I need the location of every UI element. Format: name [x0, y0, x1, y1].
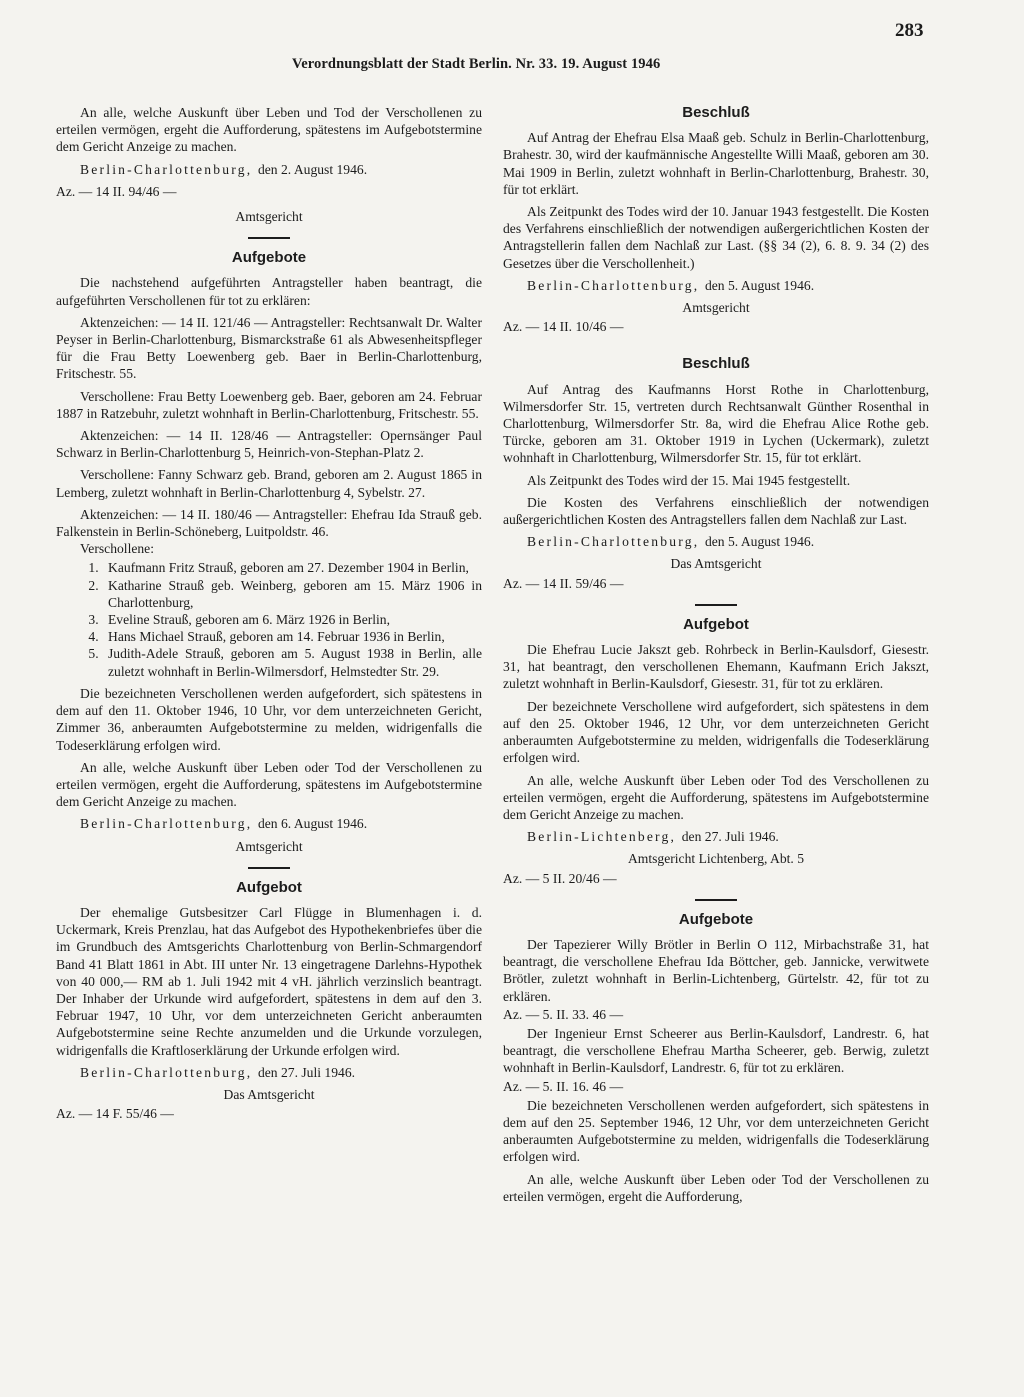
intro-text: Die nachstehend aufgeführten Antragsteller haben beantragt, die aufgeführten Verschollenen für tot zu erklären:	[56, 275, 482, 308]
missing-persons-list	[56, 559, 482, 679]
aufgebote-text: Die bezeichneten Verschollenen werden aufgefordert, sich spätestens in dem auf den 25. September 1946, 12 Uhr, vor dem unterzeichneten Gericht anberaumten Aufgebotstermine zu melden, widrigenfalls die Todeserklärung erfolgen wird.	[503, 1097, 929, 1165]
aufgebot-text: An alle, welche Auskunft über Leben oder Tod des Verschollenen zu erteilen vermögen, ergeht die Aufforderung, spätestens im Aufgebotstermine dem Gericht Anzeige zu machen.	[503, 772, 929, 822]
place-date: Berlin-Charlottenburg, den 27. Juli 1946.	[80, 1064, 356, 1080]
place-date: Berlin-Charlottenburg, den 5. August 1946.	[527, 277, 815, 293]
aufgebote-text: An alle, welche Auskunft über Leben oder Tod der Verschollenen zu erteilen vermögen, ergeht die Aufforderung,	[503, 1171, 929, 1204]
section-title: Aufgebote	[231, 249, 307, 267]
case-aktenzeichen: Aktenzeichen: — 14 II. 121/46 — Antragsteller: Rechtsanwalt Dr. Walter Peyser in Berlin-Charlottenburg, Bismarckstraße 61 als Abwesenheitspfleger für die Frau Betty Loewenberg geb. Baer in Berlin-Charlottenburg, Fritschestr. 55.	[56, 314, 482, 382]
page-number: 283	[895, 20, 924, 41]
aktenzeichen: Az. — 14 F. 55/46 —	[56, 1106, 174, 1122]
aktenzeichen: Az. — 14 II. 10/46 —	[503, 319, 624, 335]
beschluss-text: Auf Antrag des Kaufmanns Horst Rothe in Charlottenburg, Wilmersdorfer Str. 15, vertreten durch Rechtsanwalt Günther Rosenthal in Charlottenburg, Wilmersdorfer Str. 8a, wird die Ehefrau Alice Rothe geb. Türcke, geboren am 31. Oktober 1919 in Lychen (Uckermark), zuletzt wohnhaft in Charlottenburg, Wilmersdorfer Str. 15, für tot erklärt.	[503, 381, 929, 466]
section-title: Aufgebot	[683, 615, 749, 633]
beschluss-text: Als Zeitpunkt des Todes wird der 15. Mai 1945 festgestellt.	[527, 472, 851, 488]
beschluss-text: Als Zeitpunkt des Todes wird der 10. Januar 1943 festgestellt. Die Kosten des Verfahrens einschließlich der notwendigen außergerichtlichen Kosten der Antragstellerin fallen dem Nachlaß zur Last. (§§ 34 (2), 6. 8. 9. 34 (2) des Gesetzes über die Verschollenheit.)	[503, 204, 929, 271]
aktenzeichen: Az. — 14 II. 59/46 —	[503, 575, 624, 591]
aufgebot-text: Die Ehefrau Lucie Jakszt geb. Rohrbeck in Berlin-Kaulsdorf, Giesestr. 31, hat beantragt, den verschollenen Ehemann, Kaufmann Erich Jakszt, zuletzt wohnhaft in Berlin-Kaulsdorf, Giesestr. 31, für tot zu erklären.	[503, 642, 929, 692]
beschluss-text: Auf Antrag der Ehefrau Elsa Maaß geb. Schulz in Berlin-Charlottenburg, Brahestr. 30, wird der kaufmännische Angestellte Willi Maaß, geboren am 30. Mai 1909 in Berlin, zuletzt wohnhaft in Berlin-Charlottenburg, Brahestr. 30, für tot erklärt.	[503, 130, 929, 197]
court-signature: Amtsgericht	[235, 209, 303, 225]
beschluss-text: Die Kosten des Verfahrens einschließlich der notwendigen außergerichtlichen Kosten des Antragstellers fallen dem Nachlaß zur Last.	[503, 494, 929, 528]
page-header: Verordnungsblatt der Stadt Berlin. Nr. 33. 19. August 1946	[292, 56, 661, 72]
section-divider	[248, 237, 290, 239]
court-signature: Amtsgericht	[682, 300, 750, 316]
notice-text: An alle, welche Auskunft über Leben oder Tod der Verschollenen zu erteilen vermögen, ergeht die Aufforderung, spätestens im Aufgebotstermine dem Gericht Anzeige zu machen.	[56, 759, 482, 810]
list-item: 4. Hans Michael Strauß, geboren am 14. Februar 1936 in Berlin,	[102, 628, 482, 645]
aufgebote-text: Der Tapezierer Willy Brötler in Berlin O 112, Mirbachstraße 31, hat beantragt, die verschollene Ehefrau Ida Böttcher, geb. Jannicke, verwitwete Brötler, zuletzt wohnhaft in Berlin-Lichtenberg, Gürtelstr. 42, für tot zu erklären.	[503, 936, 929, 1004]
notice-text: An alle, welche Auskunft über Leben und Tod der Verschollenen zu erteilen vermögen, ergeht die Aufforderung, spätestens im Aufgebotstermine dem Gericht Anzeige zu machen.	[56, 105, 482, 155]
case-aktenzeichen: Aktenzeichen: — 14 II. 180/46 — Antragsteller: Ehefrau Ida Strauß geb. Falkenstein in Berlin-Schöneberg, Luitpoldstr. 46.	[56, 506, 482, 540]
section-divider	[248, 867, 290, 869]
left-column	[56, 104, 482, 1130]
court-signature: Amtsgericht Lichtenberg, Abt. 5	[627, 851, 805, 867]
aktenzeichen: Az. — 5. II. 16. 46 —	[503, 1078, 624, 1094]
case-aktenzeichen: Aktenzeichen: — 14 II. 128/46 — Antragsteller: Opernsänger Paul Schwarz in Berlin-Charlottenburg 5, Heinrich-von-Stephan-Platz 2.	[56, 428, 482, 461]
aufforderung-text: Die bezeichneten Verschollenen werden aufgefordert, sich spätestens in dem auf den 11. Oktober 1946, 10 Uhr, vor dem unterzeichneten Gericht, Zimmer 36, anberaumten Aufgebotstermine zu melden, widrigenfalls die Todeserklärung erfolgen wird.	[56, 685, 482, 753]
list-item: 5. Judith-Adele Strauß, geboren am 5. August 1938 in Berlin, alle zuletzt wohnhaft in Berlin-Wilmersdorf, Helmstedter Str. 29.	[102, 645, 482, 679]
list-item: 3. Eveline Strauß, geboren am 6. März 1926 in Berlin,	[102, 611, 482, 628]
place-date: Berlin-Lichtenberg, den 27. Juli 1946.	[527, 829, 779, 845]
court-signature: Das Amtsgericht	[223, 1086, 315, 1102]
place-date: Berlin-Charlottenburg, den 6. August 1946.	[80, 816, 368, 832]
case-verschollene: Verschollene: Fanny Schwarz geb. Brand, geboren am 2. August 1865 in Lemberg, zuletzt wohnhaft in Berlin-Charlottenburg 4, Sybelstr. 27.	[56, 467, 482, 500]
case-verschollene: Verschollene: Frau Betty Loewenberg geb. Baer, geboren am 24. Februar 1887 in Ratzebuhr, zuletzt wohnhaft in Berlin-Charlottenburg, Fritschestr. 55.	[56, 388, 482, 421]
aktenzeichen: Az. — 14 II. 94/46 —	[56, 183, 177, 199]
section-title: Aufgebot	[236, 878, 302, 896]
place-date: Berlin-Charlottenburg, den 2. August 1946.	[80, 161, 368, 177]
aufgebot-text: Der ehemalige Gutsbesitzer Carl Flügge in Blumenhagen i. d. Uckermark, Kreis Prenzlau, hat das Aufgebot des Hypothekenbriefes über die im Grundbuch des Amtsgerichts Charlottenburg von Berlin-Schmargendorf Band 41 Blatt 1861 in Abt. III unter Nr. 13 eingetragene Darlehns-Hypothek von 40 000,— RM ab 1. Juli 1942 mit 4 vH. jährlich verzinslich beantragt. Der Inhaber der Urkunde wird aufgefordert, spätestens in dem auf den 3. Februar 1947, 10 Uhr, vor dem unterzeichneten Gericht anberaumten Aufgebotstermine seine Rechte anzumelden und die Urkunde vorzulegen, widrigenfalls die Kraftloserklärung der Urkunde erfolgen wird.	[56, 904, 482, 1058]
aktenzeichen: Az. — 5 II. 20/46 —	[503, 870, 617, 886]
section-title: Beschluß	[682, 104, 750, 121]
section-title: Aufgebote	[678, 910, 754, 928]
aufgebote-text: Der Ingenieur Ernst Scheerer aus Berlin-Kaulsdorf, Landrestr. 6, hat beantragt, die verschollene Ehefrau Martha Scheerer, geb. Berwig, zuletzt wohnhaft in Berlin-Kaulsdorf, Landrestr. 6, für tot zu erklären.	[503, 1025, 929, 1076]
court-signature: Das Amtsgericht	[670, 556, 762, 572]
aufgebot-text: Der bezeichnete Verschollene wird aufgefordert, sich spätestens in dem auf den 25. Oktober 1946, 12 Uhr, vor dem unterzeichneten Gericht anberaumten Aufgebotstermine zu melden, widrigenfalls die Todeserklärung erfolgen wird.	[503, 698, 929, 766]
court-signature: Amtsgericht	[235, 838, 303, 854]
section-title: Beschluß	[682, 355, 750, 373]
list-item: 2. Katharine Strauß geb. Weinberg, geboren am 15. März 1906 in Charlottenburg,	[102, 577, 482, 611]
verschollene-label: Verschollene:	[80, 541, 154, 557]
place-date: Berlin-Charlottenburg, den 5. August 1946.	[527, 534, 815, 550]
list-item: 1. Kaufmann Fritz Strauß, geboren am 27. Dezember 1904 in Berlin,	[102, 559, 482, 576]
section-divider	[695, 899, 737, 901]
right-column	[503, 104, 929, 1210]
aktenzeichen: Az. — 5. II. 33. 46 —	[503, 1006, 624, 1022]
section-divider	[695, 604, 737, 606]
